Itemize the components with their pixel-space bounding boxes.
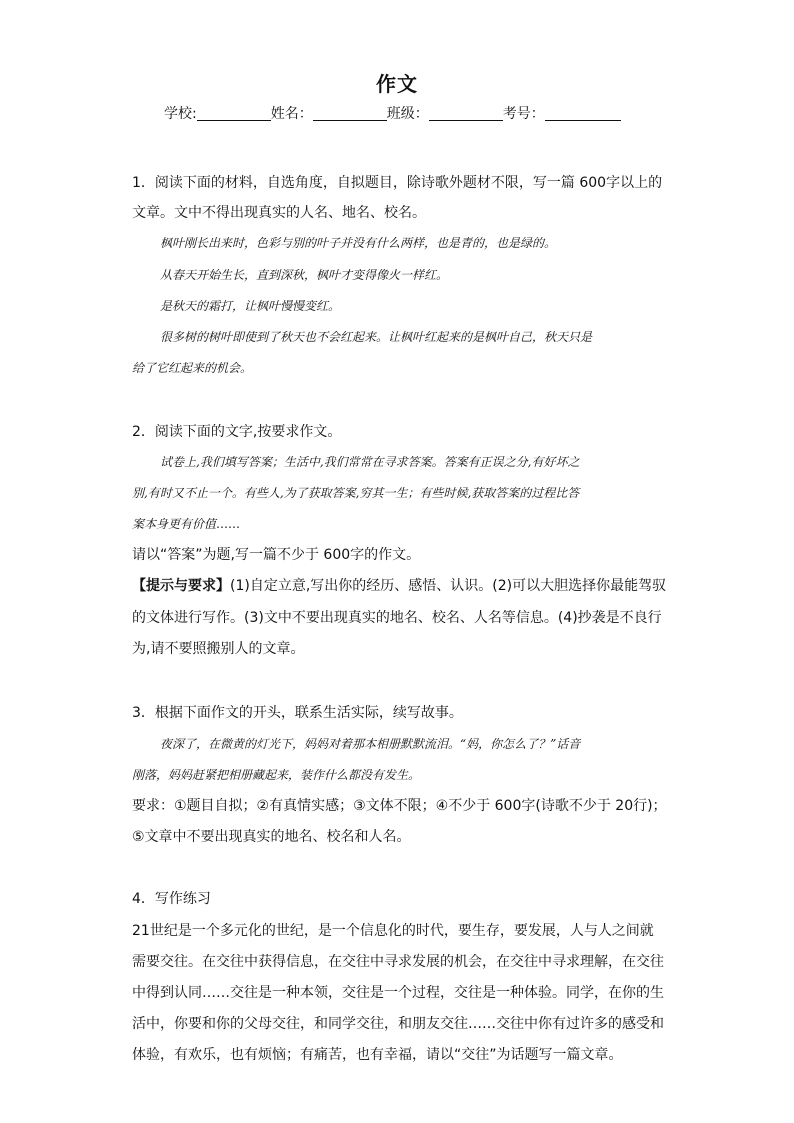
q4-paragraph-line-5: 体验，有欢乐，也有烦恼；有痛苦，也有幸福，请以“交往”为话题写一篇文章。 [132, 1047, 623, 1063]
q4-paragraph-line-3: 中得到认同……交往是一种本领，交往是一个过程，交往是一种体验。同学，在你的生 [132, 985, 664, 1001]
school-blank[interactable] [197, 106, 271, 121]
q1-material-line-1: 枫叶刚长出来时，色彩与别的叶子并没有什么两样，也是青的，也是绿的。 [160, 236, 557, 250]
q3-material-line-2: 刚落，妈妈赶紧把相册藏起来，装作什么都没有发生。 [132, 768, 421, 782]
exam-no-blank[interactable] [545, 106, 621, 121]
q2-requirements-line-2: 的文体进行写作。(3)文中不要出现真实的地名、校名、人名等信息。(4)抄袭是不良行 [132, 610, 662, 626]
q4-paragraph-line-2: 需要交往。在交往中获得信息，在交往中寻求发展的机会，在交往中寻求理解，在交往 [132, 954, 664, 970]
q2-material-line-2: 别,有时又不止一个。有些人,为了获取答案,穷其一生；有些时候,获取答案的过程比答 [132, 486, 580, 500]
exam-no-label: 考号： [502, 106, 545, 122]
q1-material-line-2: 从春天开始生长，直到深秋，枫叶才变得像火一样红。 [160, 268, 449, 282]
q3-prompt-line-1: 3．根据下面作文的开头，联系生活实际，续写故事。 [132, 705, 463, 721]
q3-material-line-1: 夜深了，在微黄的灯光下，妈妈对着那本相册默默流泪。“妈，你怎么了？”话音 [160, 737, 581, 751]
class-label: 班级： [386, 106, 429, 122]
q4-paragraph-line-1: 21世纪是一个多元化的世纪，是一个信息化的时代，要生存，要发展，人与人之间就 [132, 923, 654, 939]
name-label: 姓名： [270, 106, 313, 122]
q3-requirements-line-1: 要求：①题目自拟；②有真情实感；③文体不限；④不少于 600字(诗歌不少于 20行)； [132, 798, 667, 814]
page-title: 作文 [376, 72, 418, 96]
q2-material-line-3: 案本身更有价值…… [132, 517, 241, 531]
q2-material-line-1: 试卷上,我们填写答案；生活中,我们常常在寻求答案。答案有正误之分,有好坏之 [160, 455, 580, 469]
name-blank[interactable] [313, 106, 387, 121]
q4-prompt-line-1: 4．写作练习 [132, 891, 211, 907]
q4-paragraph-line-4: 活中，你要和你的父母交往，和同学交往，和朋友交往……交往中你有过许多的感受和 [132, 1016, 664, 1032]
q2-requirements-label: 【提示与要求】 [132, 578, 230, 594]
q1-prompt-line-1: 1．阅读下面的材料，自选角度，自拟题目，除诗歌外题材不限，写一篇 600字以上的 [132, 175, 663, 191]
q2-task: 请以“答案”为题,写一篇不少于 600字的作文。 [132, 547, 421, 563]
q1-material-line-4: 很多树的树叶即使到了秋天也不会红起来。让枫叶红起来的是枫叶自己，秋天只是 [160, 330, 593, 344]
q1-material-line-5: 给了它红起来的机会。 [132, 361, 253, 375]
q2-requirements-line-3: 为,请不要照搬别人的文章。 [132, 641, 305, 657]
q1-prompt-line-2: 文章。文中不得出现真实的人名、地名、校名。 [132, 205, 426, 221]
q2-requirements-line-1 [132, 577, 666, 595]
student-info-row [164, 103, 621, 123]
q2-prompt-line-1: 2．阅读下面的文字,按要求作文。 [132, 424, 342, 440]
school-label: 学校: [164, 106, 197, 122]
q1-material-line-3: 是秋天的霜打，让枫叶慢慢变红。 [160, 299, 341, 313]
class-blank[interactable] [429, 106, 503, 121]
q3-requirements-line-2: ⑤文章中不要出现真实的地名、校名和人名。 [132, 829, 411, 845]
q2-requirements-text: (1)自定立意,写出你的经历、感悟、认识。(2)可以大胆选择你最能驾驭 [230, 578, 667, 594]
